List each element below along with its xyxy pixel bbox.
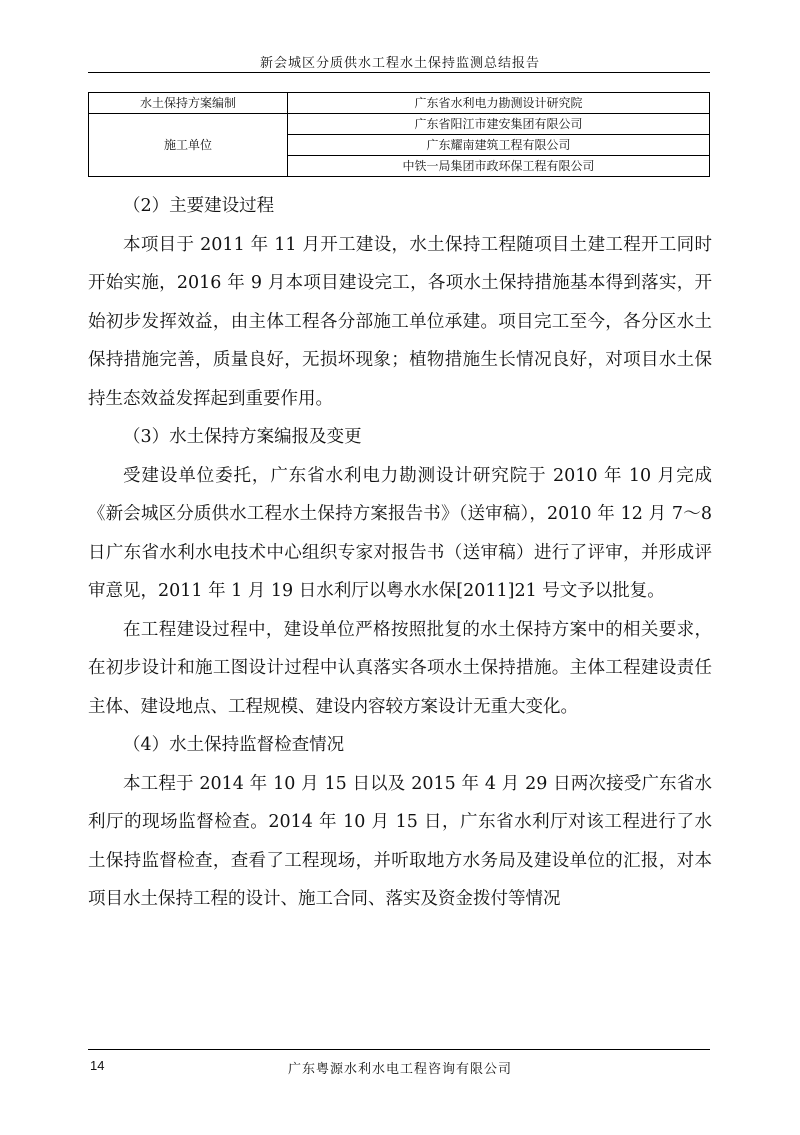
running-header: 新会城区分质供水工程水土保持监测总结报告 (259, 56, 540, 71)
paragraph: 本项目于 2011 年 11 月开工建设，水土保持工程随项目土建工程开工同时开始实施，2016 年 9 月本项目建设完工，各项水土保持措施基本得到落实，开始初步发挥效益，由主体工程各分部施工单位承建。项目完工至今，各分区水土保持措施完善，质量良好，无损坏现象；植物措施生长情况良好，对项目水土保持生态效益发挥起到重要作用。 (88, 234, 712, 409)
body-text (88, 187, 712, 919)
table-row (89, 114, 710, 135)
section-heading: （3）水土保持方案编报及变更 (123, 427, 362, 447)
paragraph: 在工程建设过程中，建设单位严格按照批复的水土保持方案中的相关要求，在初步设计和施工图设计过程中认真落实各项水土保持措施。主体工程建设责任主体、建设地点、工程规模、建设内容较方案设计无重大变化。 (88, 619, 712, 717)
table-cell-label: 施工单位 (89, 114, 288, 177)
page-number: 14 (90, 1058, 105, 1073)
paragraph: 受建设单位委托，广东省水利电力勘测设计研究院于 2010 年 10 月完成《新会城区分质供水工程水土保持方案报告书》（送审稿），2010 年 12 月 7～8 日广东省水利水电技术中心组织专家对报告书（送审稿）进行了评审，并形成评审意见，2011 年 1 月 19 日水利厅以粤水水保[2011]21 号文予以批复。 (88, 465, 712, 601)
table-cell-label: 水土保持方案编制 (89, 93, 288, 114)
section-heading: （2）主要建设过程 (123, 196, 275, 216)
table-cell-value: 中铁一局集团市政环保工程有限公司 (288, 156, 710, 177)
table-cell-value: 广东省水利电力勘测设计研究院 (288, 93, 710, 114)
footer-divider (88, 1049, 710, 1050)
section-heading: （4）水土保持监督检查情况 (123, 735, 345, 755)
table-row (89, 93, 710, 114)
table-cell-value: 广东省阳江市建安集团有限公司 (288, 114, 710, 135)
header-divider (88, 72, 710, 73)
paragraph: 本工程于 2014 年 10 月 15 日以及 2015 年 4 月 29 日两次接受广东省水利厅的现场监督检查。2014 年 10 月 15 日，广东省水利厅对该工程进行了水土保持监督检查，查看了工程现场，并听取地方水务局及建设单位的汇报，对本项目水土保持工程的设计、施工合同、落实及资金拨付等情况 (88, 773, 712, 909)
table-cell-value: 广东耀南建筑工程有限公司 (288, 135, 710, 156)
project-info-table (88, 92, 710, 177)
footer-company: 广东粤源水利水电工程咨询有限公司 (287, 1062, 512, 1077)
